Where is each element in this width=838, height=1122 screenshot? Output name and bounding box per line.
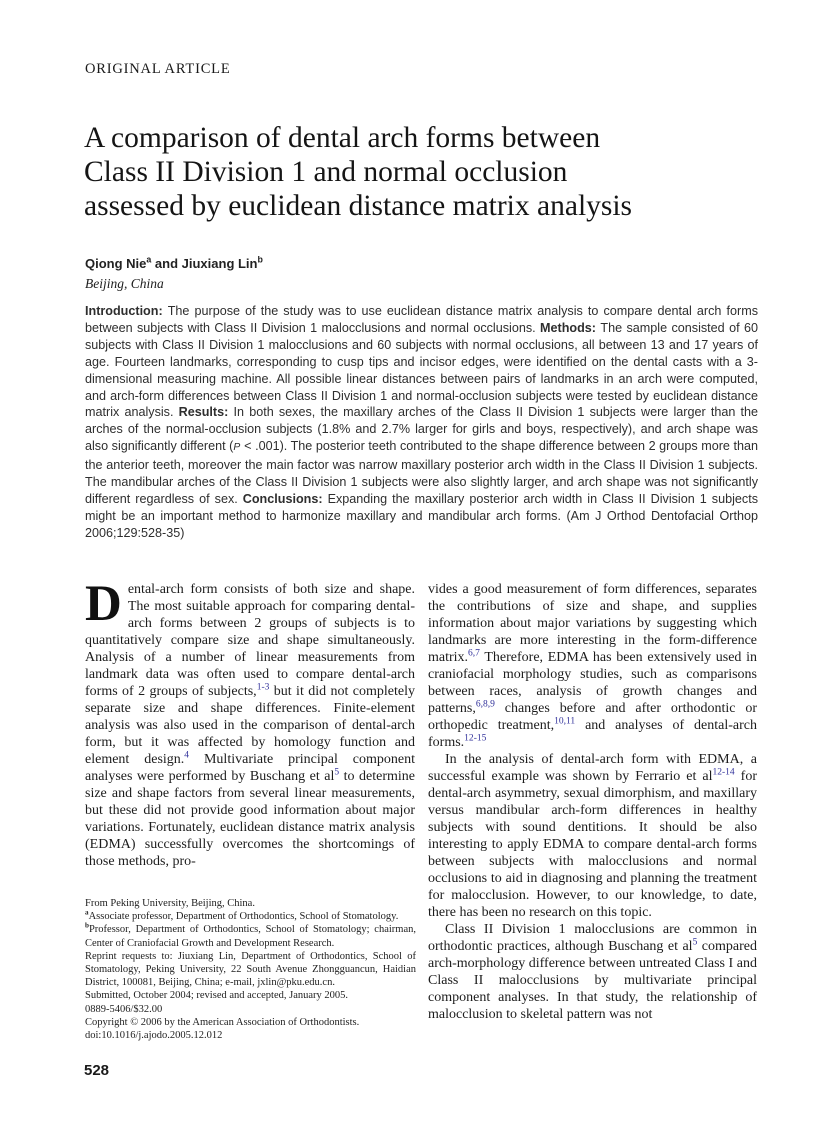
footnote-line xyxy=(85,989,416,1002)
page-number: 528 xyxy=(84,1062,110,1079)
reference-superscript: 4 xyxy=(184,750,190,761)
text-segment: ental-arch form consists of both size and shape. The most suitable approach for comparing dental-arch forms between 2 groups of subjects is to quantitatively compare size and shape simultaneously. Analysis of a number of linear measurements from landmark data was often used to compare dental-arch forms of 2 groups of subjects, xyxy=(85,582,415,699)
abstract xyxy=(85,303,758,542)
footnote-line xyxy=(85,950,416,990)
text-segment: Conclusions: xyxy=(242,491,328,506)
reference-superscript: 5 xyxy=(692,937,698,948)
text-segment: Expanding the maxillary posterior arch width in Class II Division 1 subjects might be an important method to harmonize maxillary and mandibular arch forms. (Am J Orthod Dentofacial Orthop 2006;129:528-35) xyxy=(85,491,758,540)
article-title-line-2: Class II Division 1 and normal occlusion xyxy=(84,156,568,188)
text-segment: Copyright © 2006 by the American Association of Orthodontists. xyxy=(85,1016,360,1028)
text-segment: b xyxy=(85,921,89,930)
body-column-left xyxy=(85,576,416,870)
text-segment: The purpose of the study was to use euclidean distance matrix analysis to compare dental arch forms between subjects with Class II Division 1 malocclusions and normal occlusions. xyxy=(85,304,758,335)
body-paragraph xyxy=(428,751,757,921)
text-segment: a xyxy=(146,254,152,265)
text-segment: Submitted, October 2004; revised and accepted, January 2005. xyxy=(85,990,349,1002)
text-segment: Associate professor, Department of Orthodontics, School of Stomatology. xyxy=(88,911,399,923)
reference-superscript: 10,11 xyxy=(554,716,576,727)
article-title-line-3: assessed by euclidean distance matrix analysis xyxy=(84,190,633,222)
text-segment: In the analysis of dental-arch form with EDMA, a successful example was shown by Ferrario et al xyxy=(428,752,757,784)
dropcap: D xyxy=(85,576,122,632)
text-segment: vides a good measurement of form differences, separates the contributions of size and shape, and supplies information about major variations by suggesting which landmarks are more interesting in the form-difference matrix. xyxy=(428,582,757,665)
text-segment: for dental-arch asymmetry, sexual dimorphism, and maxillary versus mandibular arch-form differences in healthy subjects with sound dentitions. It should be also interesting to apply EDMA to compare dental-arch forms between subjects with malocclusions and normal occlusions to aid in diagnosing and planning the treatment for malocclusion. However, to our knowledge, to date, there has been no research on this topic. xyxy=(428,769,757,920)
footnote-line xyxy=(85,910,416,923)
text-segment: In both sexes, the maxillary arches of the Class II Division 1 subjects were larger than the arches of the normal-occlusion subjects (1.8% and 2.7% larger for girls and boys, respectively), and arch shape was also significantly different ( xyxy=(85,405,759,454)
text-segment: a xyxy=(85,908,89,917)
text-segment: P xyxy=(233,442,241,454)
footnote-line xyxy=(85,897,416,910)
reference-superscript: 1-3 xyxy=(256,682,270,693)
text-segment: Therefore, EDMA has been extensively used in craniofacial morphology studies, such as comparisons between races, analysis of growth changes and patterns, xyxy=(428,650,757,716)
text-segment: compared arch-morphology difference between untreated Class I and Class II malocclusions by multivariate principal component analyses. In that study, the relationship of malocclusion to skeletal pattern was not xyxy=(428,939,757,1022)
text-segment: and analyses of dental-arch forms. xyxy=(428,718,758,750)
text-segment: The sample consisted of 60 subjects with Class II Division 1 malocclusions and 60 subjects with normal occlusions, all between 13 and 17 years of age. Fourteen landmarks, corresponding to cusp tips and incisor edges, were identified on the dental casts with a 3-dimensional measuring machine. All possible linear distances between pairs of landmarks in an arch were computed, and arch-form differences between Class II Division 1 and normal-occlusion subjects were tested by euclidean distance matrix analysis. xyxy=(85,320,758,420)
text-segment: Professor, Department of Orthodontics, School of Stomatology; chairman, Center of Craniofacial Growth and Development Research. xyxy=(85,924,416,949)
article-title xyxy=(84,121,764,223)
text-segment: and Jiuxiang Lin xyxy=(151,256,258,271)
text-segment: 0889-5406/$32.00 xyxy=(85,1003,163,1015)
footnote-line xyxy=(85,1016,416,1029)
text-segment: but it did not completely separate size and shape differences. Finite-element analysis was also used in the comparison of dental-arch form, but it was affected by homology function and element design. xyxy=(85,684,416,767)
footnote-line xyxy=(85,1029,416,1042)
text-segment: changes before and after orthodontic or orthopedic treatment, xyxy=(428,701,757,733)
text-segment: Methods: xyxy=(540,320,601,335)
text-segment: b xyxy=(257,254,263,265)
text-segment: to determine size and shape factors from several linear measurements, but these did not provide good information about major variations. Fortunately, euclidean distance matrix analysis (EDMA) successfully overcomes the shortcomings of those methods, pro- xyxy=(85,769,415,869)
affiliation: Beijing, China xyxy=(85,276,164,291)
text-segment: Reprint requests to: Jiuxiang Lin, Department of Orthodontics, School of Stomatology, Peking University, 22 South Avenue Zhongguancun, Haidian District, 100081, Beijing, China; e-mail, jxlin@pku.edu.cn. xyxy=(85,950,416,989)
reference-superscript: 6,7 xyxy=(468,648,480,659)
body-column-right xyxy=(428,581,757,1023)
text-segment: Qiong Nie xyxy=(85,256,147,271)
text-segment: From Peking University, Beijing, China. xyxy=(85,898,255,909)
text-segment: < .001). The posterior teeth contributed to the shape difference between 2 groups more than the anterior teeth, moreover the main factor was narrow maxillary posterior arch width in the Class II Division 1 subjects. The mandibular arches of the Class II Division 1 subjects were also slightly larger, and arch shape was not significantly different regardless of sex. xyxy=(85,439,758,506)
footnote-line xyxy=(85,923,416,949)
footnote-line xyxy=(85,1003,416,1016)
body-paragraph xyxy=(428,921,757,1023)
text-segment: Multivariate principal component analyses were performed by Buschang et al xyxy=(85,752,415,784)
body-paragraph-text xyxy=(85,576,416,869)
text-segment: Class II Division 1 malocclusions are common in orthodontic practices, although Buschang et al xyxy=(428,922,757,954)
body-paragraph xyxy=(428,581,757,751)
article-type-label: ORIGINAL ARTICLE xyxy=(85,61,231,77)
reference-superscript: 12-15 xyxy=(464,733,487,744)
article-title-line-1: A comparison of dental arch forms between xyxy=(84,122,601,154)
authors-line xyxy=(85,256,263,271)
reference-superscript: 6,8,9 xyxy=(475,699,495,710)
reference-superscript: 5 xyxy=(334,767,340,778)
body-paragraph xyxy=(85,576,416,870)
text-segment: Results: xyxy=(178,405,234,420)
footnotes xyxy=(85,897,416,1042)
text-segment: Introduction: xyxy=(85,304,168,318)
text-segment: doi:10.1016/j.ajodo.2005.12.012 xyxy=(85,1030,223,1042)
reference-superscript: 12-14 xyxy=(712,767,735,778)
